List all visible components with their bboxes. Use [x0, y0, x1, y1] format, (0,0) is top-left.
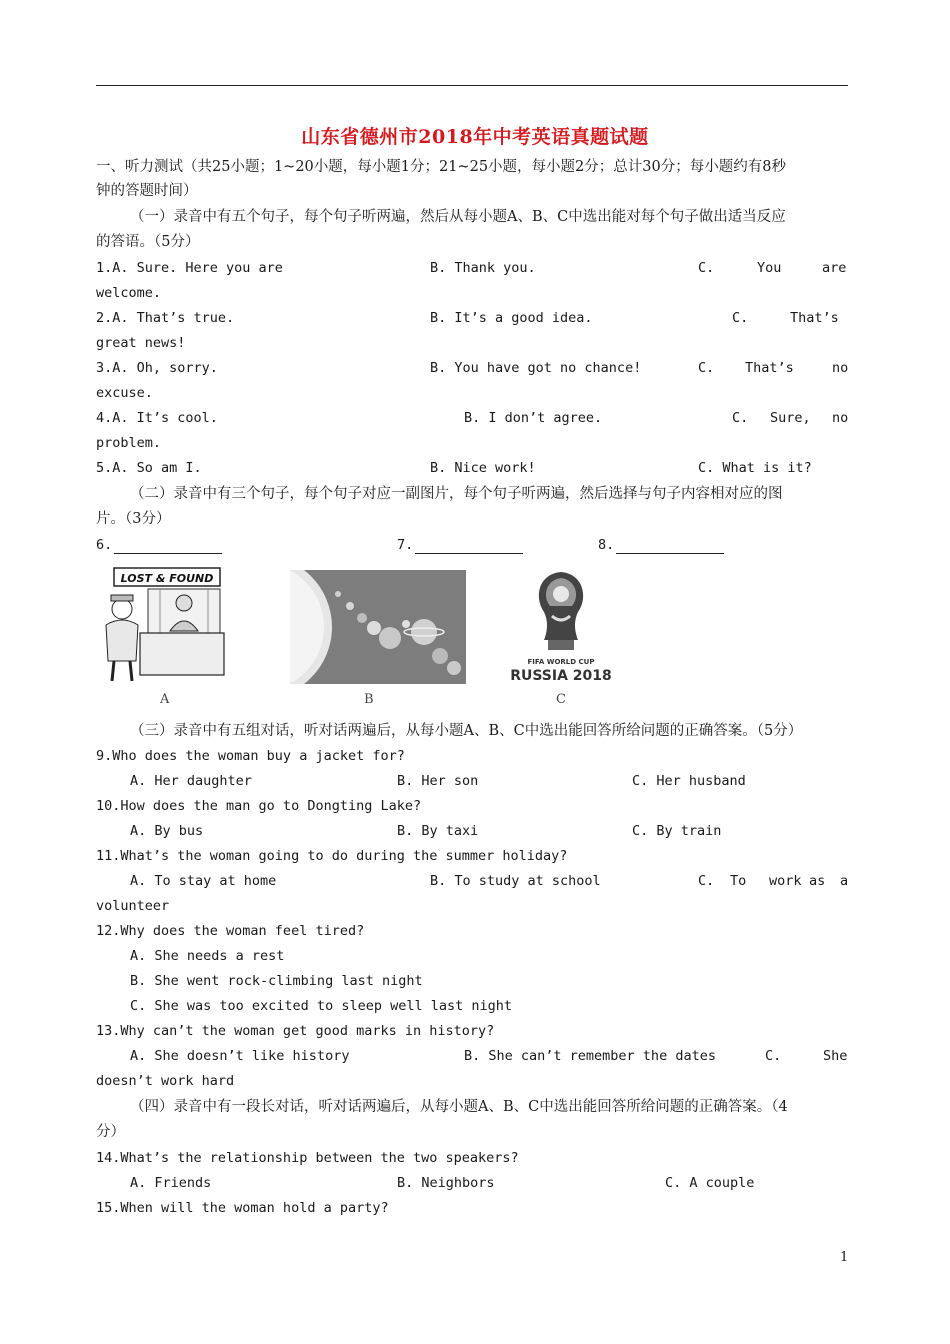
q13-option-c-word: She: [823, 1048, 848, 1064]
part3-instruction: （三）录音中有五组对话，听对话两遍后，从每小题A、B、C中选出能回答所给问题的正确答案。（5分）: [130, 723, 803, 739]
q1-option-c-word: are: [822, 260, 847, 276]
part4-instruction-cont: 分）: [96, 1124, 125, 1140]
q4-option-c-word: no: [832, 410, 849, 426]
q14-question: 14.What’s the relationship between the two speakers?: [96, 1150, 519, 1166]
q3-option-c-word: That’s: [745, 360, 794, 376]
q9-option-b: B. Her son: [397, 773, 479, 789]
picture-solar-system: [290, 570, 466, 684]
q11-option-c-word: work: [769, 873, 802, 889]
part1-instruction-cont: 的答语。（5分）: [96, 234, 200, 250]
q15-question: 15.When will the woman hold a party?: [96, 1200, 389, 1216]
picture-world-cup-logo: [508, 568, 614, 686]
page-title: 山东省德州市2018年中考英语真题试题: [301, 126, 649, 148]
section-heading-cont: 钟的答题时间）: [96, 183, 198, 199]
lost-found-sign: LOST & FOUND: [120, 572, 214, 585]
q12-option-c: C. She was too excited to sleep well last night: [130, 998, 513, 1014]
q13-option-c-label: C.: [765, 1048, 782, 1064]
q11-question: 11.What’s the woman going to do during the summer holiday?: [96, 848, 568, 864]
q3-option-b: B. You have got no chance!: [430, 360, 642, 376]
q11-option-c-word: as: [809, 873, 826, 889]
q4-option-c-label: C.: [732, 410, 749, 426]
q1-option-b: B. Thank you.: [430, 260, 536, 276]
q2-option-b: B. It’s a good idea.: [430, 310, 593, 326]
q1-option-c-cont: welcome.: [96, 285, 162, 301]
picture-a-caption: A: [160, 692, 170, 707]
q11-option-b: B. To study at school: [430, 873, 601, 889]
header-rule: [96, 85, 848, 86]
q3-option-c-word: no: [832, 360, 849, 376]
q3-option-a: 3.A. Oh, sorry.: [96, 360, 218, 376]
q14-option-c: C. A couple: [665, 1175, 755, 1191]
q2-option-c-cont: great news!: [96, 335, 186, 351]
q1-option-c-label: C.: [698, 260, 715, 276]
q14-option-b: B. Neighbors: [397, 1175, 495, 1191]
q11-option-c-label: C.: [698, 873, 715, 889]
q12-question: 12.Why does the woman feel tired?: [96, 923, 365, 939]
q4-option-c-cont: problem.: [96, 435, 162, 451]
q10-option-b: B. By taxi: [397, 823, 479, 839]
q9-option-c: C. Her husband: [632, 773, 746, 789]
answer-blank-7[interactable]: 7.: [397, 536, 523, 554]
logo-text-russia: RUSSIA 2018: [510, 668, 612, 684]
q5-option-c: C. What is it?: [698, 460, 812, 476]
picture-lost-and-found: [100, 565, 230, 687]
q10-question: 10.How does the man go to Dongting Lake?: [96, 798, 422, 814]
q11-option-c-word: a: [840, 873, 849, 889]
answer-blank-6[interactable]: 6.: [96, 536, 222, 554]
picture-c-caption: C: [556, 692, 566, 707]
q12-option-b: B. She went rock-climbing last night: [130, 973, 423, 989]
part4-instruction: （四）录音中有一段长对话，听对话两遍后，从每小题A、B、C中选出能回答所给问题的正确答案。（4: [130, 1099, 788, 1115]
picture-b-caption: B: [364, 692, 374, 707]
q5-option-a: 5.A. So am I.: [96, 460, 202, 476]
q10-option-a: A. By bus: [130, 823, 204, 839]
q12-option-a: A. She needs a rest: [130, 948, 285, 964]
q2-option-c-label: C.: [732, 310, 749, 326]
q4-option-a: 4.A. It’s cool.: [96, 410, 218, 426]
q1-option-c-word: You: [757, 260, 782, 276]
q13-option-a: A. She doesn’t like history: [130, 1048, 350, 1064]
q4-option-b: B. I don’t agree.: [464, 410, 603, 426]
part2-instruction-cont: 片。（3分）: [96, 511, 171, 527]
page-number: 1: [840, 1250, 849, 1265]
logo-text-fifa: FIFA WORLD CUP: [527, 658, 595, 666]
q3-option-c-cont: excuse.: [96, 385, 153, 401]
q2-option-a: 2.A. That’s true.: [96, 310, 235, 326]
q11-option-c-word: To: [730, 873, 747, 889]
q14-option-a: A. Friends: [130, 1175, 212, 1191]
answer-blank-8[interactable]: 8.: [598, 536, 724, 554]
part1-instruction: （一）录音中有五个句子，每个句子听两遍，然后从每小题A、B、C中选出能对每个句子做出适当反应: [130, 209, 786, 225]
q13-option-c-cont: doesn’t work hard: [96, 1073, 235, 1089]
q1-option-a: 1.A. Sure. Here you are: [96, 260, 283, 276]
q9-option-a: A. Her daughter: [130, 773, 252, 789]
q3-option-c-label: C.: [698, 360, 715, 376]
q9-question: 9.Who does the woman buy a jacket for?: [96, 748, 405, 764]
q11-option-a: A. To stay at home: [130, 873, 277, 889]
q13-option-b: B. She can’t remember the dates: [464, 1048, 716, 1064]
q2-option-c-word: That’s: [790, 310, 839, 326]
q4-option-c-word: Sure,: [770, 410, 811, 426]
q11-option-c-cont: volunteer: [96, 898, 170, 914]
q10-option-c: C. By train: [632, 823, 722, 839]
section-heading: 一、听力测试（共25小题；1~20小题，每小题1分；21~25小题，每小题2分；总计30分；每小题约有8秒: [96, 159, 786, 175]
part2-instruction: （二）录音中有三个句子，每个句子对应一副图片，每个句子听两遍，然后选择与句子内容相对应的图: [130, 486, 783, 502]
q5-option-b: B. Nice work!: [430, 460, 536, 476]
q13-question: 13.Why can’t the woman get good marks in history?: [96, 1023, 495, 1039]
